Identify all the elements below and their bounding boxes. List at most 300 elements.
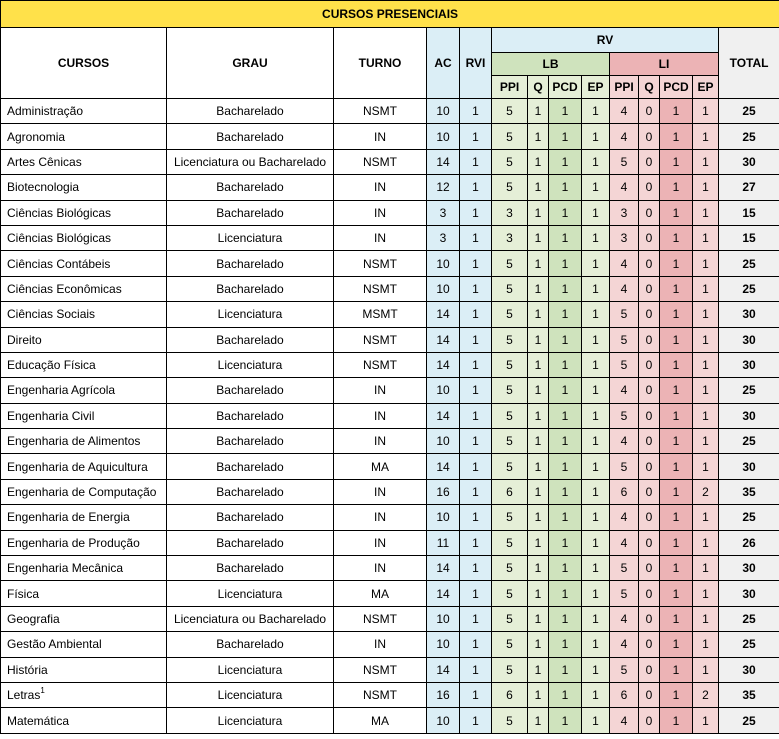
- table-row: [1, 606, 779, 631]
- cell-lb-ep: 1: [582, 581, 610, 606]
- cell-li-pcd: 1: [660, 175, 693, 200]
- cell-turno: IN: [334, 225, 427, 250]
- cell-li-q: 0: [639, 403, 660, 428]
- cell-li-pcd: 1: [660, 302, 693, 327]
- cell-li-ep: 1: [693, 149, 719, 174]
- cell-turno: IN: [334, 479, 427, 504]
- cell-total: 26: [719, 530, 779, 555]
- cell-lb-ep: 1: [582, 149, 610, 174]
- cell-lb-ppi: 6: [492, 479, 528, 504]
- cell-grau: Bacharelado: [167, 200, 334, 225]
- header-li-pcd: PCD: [660, 76, 693, 99]
- cell-li-pcd: 1: [660, 403, 693, 428]
- table-row: [1, 682, 779, 707]
- cell-lb-pcd: 1: [549, 606, 582, 631]
- cell-lb-q: 1: [528, 657, 549, 682]
- cell-grau: Licenciatura: [167, 225, 334, 250]
- cell-li-pcd: 1: [660, 556, 693, 581]
- table-row: [1, 200, 779, 225]
- course-name: Engenharia de Energia: [7, 510, 130, 525]
- cell-turno: MA: [334, 581, 427, 606]
- cell-li-ep: 1: [693, 124, 719, 149]
- cell-lb-ep: 1: [582, 479, 610, 504]
- cell-li-ppi: 4: [610, 251, 639, 276]
- course-name: Direito: [7, 332, 42, 347]
- cell-lb-pcd: 1: [549, 124, 582, 149]
- cell-li-q: 0: [639, 200, 660, 225]
- cell-total: 25: [719, 606, 779, 631]
- cell-rvi: 1: [460, 200, 492, 225]
- cell-grau: Bacharelado: [167, 454, 334, 479]
- course-name: Engenharia de Produção: [7, 535, 140, 550]
- cell-ac: 14: [427, 403, 460, 428]
- cell-lb-q: 1: [528, 632, 549, 657]
- cell-lb-ep: 1: [582, 429, 610, 454]
- cell-ac: 14: [427, 302, 460, 327]
- cell-total: 15: [719, 200, 779, 225]
- cell-li-pcd: 1: [660, 200, 693, 225]
- cell-li-q: 0: [639, 632, 660, 657]
- header-grau: GRAU: [167, 28, 334, 99]
- cell-lb-ppi: 5: [492, 175, 528, 200]
- cell-ac: 14: [427, 657, 460, 682]
- cell-ac: 14: [427, 327, 460, 352]
- cell-lb-pcd: 1: [549, 251, 582, 276]
- cell-lb-ep: 1: [582, 276, 610, 301]
- cell-lb-pcd: 1: [549, 581, 582, 606]
- cell-grau: Bacharelado: [167, 556, 334, 581]
- cell-lb-q: 1: [528, 225, 549, 250]
- cell-turno: IN: [334, 556, 427, 581]
- cell-li-q: 0: [639, 556, 660, 581]
- cell-li-pcd: 1: [660, 149, 693, 174]
- cell-li-q: 0: [639, 657, 660, 682]
- cell-lb-ep: 1: [582, 378, 610, 403]
- cell-li-q: 0: [639, 225, 660, 250]
- cell-lb-ppi: 5: [492, 429, 528, 454]
- cell-li-pcd: 1: [660, 657, 693, 682]
- cell-li-pcd: 1: [660, 225, 693, 250]
- cell-li-ep: 1: [693, 581, 719, 606]
- cell-lb-q: 1: [528, 276, 549, 301]
- cell-li-ppi: 4: [610, 378, 639, 403]
- cell-total: 25: [719, 429, 779, 454]
- course-name: Engenharia de Computação: [7, 485, 157, 500]
- cell-turno: NSMT: [334, 327, 427, 352]
- cell-ac: 16: [427, 479, 460, 504]
- cell-grau: Bacharelado: [167, 251, 334, 276]
- cell-li-ppi: 5: [610, 657, 639, 682]
- cell-lb-q: 1: [528, 505, 549, 530]
- cell-lb-ppi: 5: [492, 352, 528, 377]
- cell-li-pcd: 1: [660, 581, 693, 606]
- cell-li-ppi: 5: [610, 352, 639, 377]
- cell-lb-q: 1: [528, 327, 549, 352]
- table-row: [1, 378, 779, 403]
- table-body: [1, 99, 779, 734]
- cell-lb-ep: 1: [582, 682, 610, 707]
- cell-li-ppi: 4: [610, 99, 639, 124]
- cell-rvi: 1: [460, 149, 492, 174]
- cell-li-ep: 1: [693, 632, 719, 657]
- cell-li-ep: 1: [693, 175, 719, 200]
- cell-lb-pcd: 1: [549, 429, 582, 454]
- cell-rvi: 1: [460, 479, 492, 504]
- table-row: [1, 632, 779, 657]
- cell-curso: [1, 276, 167, 301]
- cell-li-q: 0: [639, 302, 660, 327]
- cell-lb-pcd: 1: [549, 403, 582, 428]
- cell-lb-ppi: 5: [492, 302, 528, 327]
- cell-li-q: 0: [639, 454, 660, 479]
- cell-lb-ep: 1: [582, 632, 610, 657]
- cell-li-ep: 2: [693, 479, 719, 504]
- cell-li-q: 0: [639, 99, 660, 124]
- course-name: Ciências Econômicas: [7, 281, 122, 296]
- cell-grau: Bacharelado: [167, 479, 334, 504]
- cell-total: 30: [719, 149, 779, 174]
- cell-li-q: 0: [639, 378, 660, 403]
- cell-lb-ppi: 3: [492, 225, 528, 250]
- cell-rvi: 1: [460, 657, 492, 682]
- table-row: [1, 225, 779, 250]
- cell-li-q: 0: [639, 530, 660, 555]
- cell-turno: IN: [334, 175, 427, 200]
- cell-lb-ppi: 5: [492, 124, 528, 149]
- cell-li-pcd: 1: [660, 352, 693, 377]
- cell-turno: MA: [334, 454, 427, 479]
- header-cursos: CURSOS: [1, 28, 167, 99]
- course-name: Engenharia Agrícola: [7, 383, 116, 398]
- cell-li-pcd: 1: [660, 124, 693, 149]
- cell-li-ppi: 4: [610, 708, 639, 733]
- cell-lb-q: 1: [528, 708, 549, 733]
- cell-lb-ep: 1: [582, 175, 610, 200]
- cell-rvi: 1: [460, 251, 492, 276]
- cell-li-q: 0: [639, 327, 660, 352]
- course-name: Engenharia de Alimentos: [7, 434, 141, 449]
- cell-ac: 10: [427, 632, 460, 657]
- cell-li-pcd: 1: [660, 429, 693, 454]
- cell-li-ppi: 4: [610, 505, 639, 530]
- cell-lb-ep: 1: [582, 505, 610, 530]
- cell-turno: MSMT: [334, 302, 427, 327]
- cell-rvi: 1: [460, 327, 492, 352]
- cell-ac: 10: [427, 708, 460, 733]
- cell-curso: [1, 200, 167, 225]
- cell-li-pcd: 1: [660, 251, 693, 276]
- course-name: Gestão Ambiental: [7, 637, 102, 652]
- cell-lb-pcd: 1: [549, 708, 582, 733]
- cell-curso: [1, 175, 167, 200]
- cell-lb-ppi: 5: [492, 708, 528, 733]
- cell-rvi: 1: [460, 124, 492, 149]
- cell-total: 30: [719, 556, 779, 581]
- header-li: LI: [610, 53, 719, 76]
- cell-lb-ppi: 5: [492, 657, 528, 682]
- cell-li-pcd: 1: [660, 479, 693, 504]
- cell-total: 25: [719, 378, 779, 403]
- cell-lb-q: 1: [528, 530, 549, 555]
- cell-grau: Licenciatura: [167, 708, 334, 733]
- cell-turno: IN: [334, 200, 427, 225]
- cell-lb-q: 1: [528, 175, 549, 200]
- cell-total: 27: [719, 175, 779, 200]
- cell-li-ppi: 4: [610, 276, 639, 301]
- cell-lb-q: 1: [528, 606, 549, 631]
- cell-li-ppi: 4: [610, 429, 639, 454]
- cell-lb-ep: 1: [582, 327, 610, 352]
- cell-li-q: 0: [639, 149, 660, 174]
- cell-curso: [1, 149, 167, 174]
- cell-li-ep: 1: [693, 251, 719, 276]
- cell-li-ep: 1: [693, 429, 719, 454]
- cell-lb-ppi: 5: [492, 581, 528, 606]
- cell-ac: 10: [427, 378, 460, 403]
- cell-lb-q: 1: [528, 251, 549, 276]
- cell-li-ep: 1: [693, 556, 719, 581]
- cell-curso: [1, 454, 167, 479]
- cell-grau: Bacharelado: [167, 429, 334, 454]
- cell-rvi: 1: [460, 276, 492, 301]
- cell-lb-q: 1: [528, 556, 549, 581]
- cell-grau: Licenciatura: [167, 302, 334, 327]
- cell-total: 25: [719, 505, 779, 530]
- cell-total: 30: [719, 352, 779, 377]
- cell-li-q: 0: [639, 505, 660, 530]
- cell-li-pcd: 1: [660, 454, 693, 479]
- cell-li-ppi: 6: [610, 682, 639, 707]
- footnote-marker: 1: [40, 686, 45, 696]
- cell-lb-q: 1: [528, 581, 549, 606]
- cell-li-q: 0: [639, 682, 660, 707]
- cell-lb-pcd: 1: [549, 657, 582, 682]
- table-row: [1, 556, 779, 581]
- cell-li-ep: 1: [693, 200, 719, 225]
- cell-li-q: 0: [639, 251, 660, 276]
- cell-li-q: 0: [639, 479, 660, 504]
- table-row: [1, 302, 779, 327]
- cell-lb-ppi: 5: [492, 403, 528, 428]
- cell-total: 25: [719, 99, 779, 124]
- cell-rvi: 1: [460, 225, 492, 250]
- cell-grau: Bacharelado: [167, 632, 334, 657]
- cell-ac: 3: [427, 200, 460, 225]
- cell-li-ep: 1: [693, 302, 719, 327]
- cell-turno: NSMT: [334, 276, 427, 301]
- cell-li-ppi: 5: [610, 403, 639, 428]
- course-name: Educação Física: [7, 358, 96, 373]
- cell-li-ep: 1: [693, 99, 719, 124]
- cell-total: 30: [719, 403, 779, 428]
- cell-total: 35: [719, 682, 779, 707]
- cell-li-ep: 2: [693, 682, 719, 707]
- cell-ac: 12: [427, 175, 460, 200]
- cell-li-ppi: 5: [610, 327, 639, 352]
- cell-rvi: 1: [460, 352, 492, 377]
- header-ac: AC: [427, 28, 460, 99]
- cell-li-ppi: 6: [610, 479, 639, 504]
- cell-grau: Licenciatura: [167, 352, 334, 377]
- cell-li-ep: 1: [693, 225, 719, 250]
- cell-lb-ppi: 5: [492, 556, 528, 581]
- cell-rvi: 1: [460, 556, 492, 581]
- cell-curso: [1, 327, 167, 352]
- header-lb-ppi: PPI: [492, 76, 528, 99]
- course-name: Biotecnologia: [7, 180, 80, 195]
- cell-lb-ep: 1: [582, 302, 610, 327]
- cell-li-pcd: 1: [660, 682, 693, 707]
- cell-curso: [1, 378, 167, 403]
- cell-lb-pcd: 1: [549, 276, 582, 301]
- cell-turno: IN: [334, 403, 427, 428]
- cell-li-q: 0: [639, 429, 660, 454]
- cell-li-q: 0: [639, 124, 660, 149]
- cell-lb-pcd: 1: [549, 302, 582, 327]
- cell-rvi: 1: [460, 454, 492, 479]
- cell-lb-ep: 1: [582, 606, 610, 631]
- cell-curso: [1, 302, 167, 327]
- table-row: [1, 479, 779, 504]
- course-name: Ciências Contábeis: [7, 256, 111, 271]
- cell-total: 30: [719, 302, 779, 327]
- cell-curso: [1, 403, 167, 428]
- cell-total: 25: [719, 251, 779, 276]
- cell-li-ppi: 4: [610, 606, 639, 631]
- cell-ac: 10: [427, 429, 460, 454]
- cell-lb-pcd: 1: [549, 200, 582, 225]
- cell-lb-q: 1: [528, 302, 549, 327]
- cell-grau: Licenciatura ou Bacharelado: [167, 149, 334, 174]
- cell-rvi: 1: [460, 682, 492, 707]
- cell-grau: Bacharelado: [167, 530, 334, 555]
- cell-li-ppi: 5: [610, 454, 639, 479]
- cell-turno: IN: [334, 505, 427, 530]
- cell-lb-ep: 1: [582, 454, 610, 479]
- cell-turno: NSMT: [334, 657, 427, 682]
- cell-ac: 10: [427, 606, 460, 631]
- cell-turno: NSMT: [334, 99, 427, 124]
- cell-grau: Licenciatura: [167, 657, 334, 682]
- cell-li-ppi: 4: [610, 632, 639, 657]
- cell-lb-ep: 1: [582, 200, 610, 225]
- cell-curso: [1, 657, 167, 682]
- cell-total: 15: [719, 225, 779, 250]
- cell-curso: [1, 682, 167, 707]
- table-row: [1, 429, 779, 454]
- cell-lb-ep: 1: [582, 251, 610, 276]
- cell-li-ppi: 5: [610, 581, 639, 606]
- cell-lb-ppi: 5: [492, 606, 528, 631]
- cell-curso: [1, 225, 167, 250]
- header-li-q: Q: [639, 76, 660, 99]
- cell-li-ppi: 5: [610, 556, 639, 581]
- cell-lb-pcd: 1: [549, 378, 582, 403]
- cell-grau: Bacharelado: [167, 378, 334, 403]
- course-name: Engenharia Civil: [7, 408, 95, 423]
- cell-li-pcd: 1: [660, 530, 693, 555]
- cell-rvi: 1: [460, 606, 492, 631]
- cell-ac: 14: [427, 352, 460, 377]
- cell-li-ep: 1: [693, 378, 719, 403]
- cell-lb-pcd: 1: [549, 454, 582, 479]
- cell-li-ppi: 3: [610, 225, 639, 250]
- cell-grau: Bacharelado: [167, 327, 334, 352]
- cell-lb-pcd: 1: [549, 530, 582, 555]
- cell-lb-ppi: 5: [492, 99, 528, 124]
- cell-total: 30: [719, 657, 779, 682]
- cell-ac: 10: [427, 124, 460, 149]
- cell-rvi: 1: [460, 530, 492, 555]
- cell-total: 30: [719, 327, 779, 352]
- cell-total: 35: [719, 479, 779, 504]
- cell-turno: NSMT: [334, 352, 427, 377]
- cell-turno: NSMT: [334, 606, 427, 631]
- cell-rvi: 1: [460, 403, 492, 428]
- table-row: [1, 708, 779, 733]
- table-row: [1, 454, 779, 479]
- cell-lb-pcd: 1: [549, 327, 582, 352]
- cell-total: 25: [719, 632, 779, 657]
- cell-lb-pcd: 1: [549, 352, 582, 377]
- cell-lb-pcd: 1: [549, 99, 582, 124]
- cell-grau: Bacharelado: [167, 403, 334, 428]
- cell-lb-q: 1: [528, 682, 549, 707]
- course-name: Ciências Sociais: [7, 307, 96, 322]
- header-li-ppi: PPI: [610, 76, 639, 99]
- cell-rvi: 1: [460, 175, 492, 200]
- cell-li-q: 0: [639, 175, 660, 200]
- header-lb-ep: EP: [582, 76, 610, 99]
- header-lb-q: Q: [528, 76, 549, 99]
- cell-rvi: 1: [460, 378, 492, 403]
- cell-li-ppi: 5: [610, 149, 639, 174]
- cell-lb-q: 1: [528, 99, 549, 124]
- cell-lb-ep: 1: [582, 403, 610, 428]
- cell-lb-ep: 1: [582, 530, 610, 555]
- cell-turno: IN: [334, 124, 427, 149]
- cell-total: 25: [719, 276, 779, 301]
- cell-curso: [1, 352, 167, 377]
- course-name: Engenharia Mecânica: [7, 561, 124, 576]
- cell-li-pcd: 1: [660, 606, 693, 631]
- cell-grau: Bacharelado: [167, 175, 334, 200]
- cell-turno: NSMT: [334, 251, 427, 276]
- cell-rvi: 1: [460, 632, 492, 657]
- cell-total: 25: [719, 708, 779, 733]
- cell-lb-ppi: 5: [492, 327, 528, 352]
- cell-lb-pcd: 1: [549, 632, 582, 657]
- table-row: [1, 581, 779, 606]
- cell-lb-pcd: 1: [549, 479, 582, 504]
- header-li-ep: EP: [693, 76, 719, 99]
- cell-li-q: 0: [639, 352, 660, 377]
- cell-lb-ppi: 5: [492, 530, 528, 555]
- cell-li-ppi: 4: [610, 530, 639, 555]
- course-name: Letras: [7, 688, 41, 703]
- cell-ac: 10: [427, 505, 460, 530]
- cell-lb-q: 1: [528, 124, 549, 149]
- table-row: [1, 175, 779, 200]
- cell-lb-ep: 1: [582, 99, 610, 124]
- cell-li-ppi: 3: [610, 200, 639, 225]
- cell-lb-q: 1: [528, 429, 549, 454]
- cell-lb-pcd: 1: [549, 175, 582, 200]
- cell-lb-pcd: 1: [549, 556, 582, 581]
- cell-lb-ppi: 5: [492, 454, 528, 479]
- cell-lb-ep: 1: [582, 225, 610, 250]
- table-row: [1, 530, 779, 555]
